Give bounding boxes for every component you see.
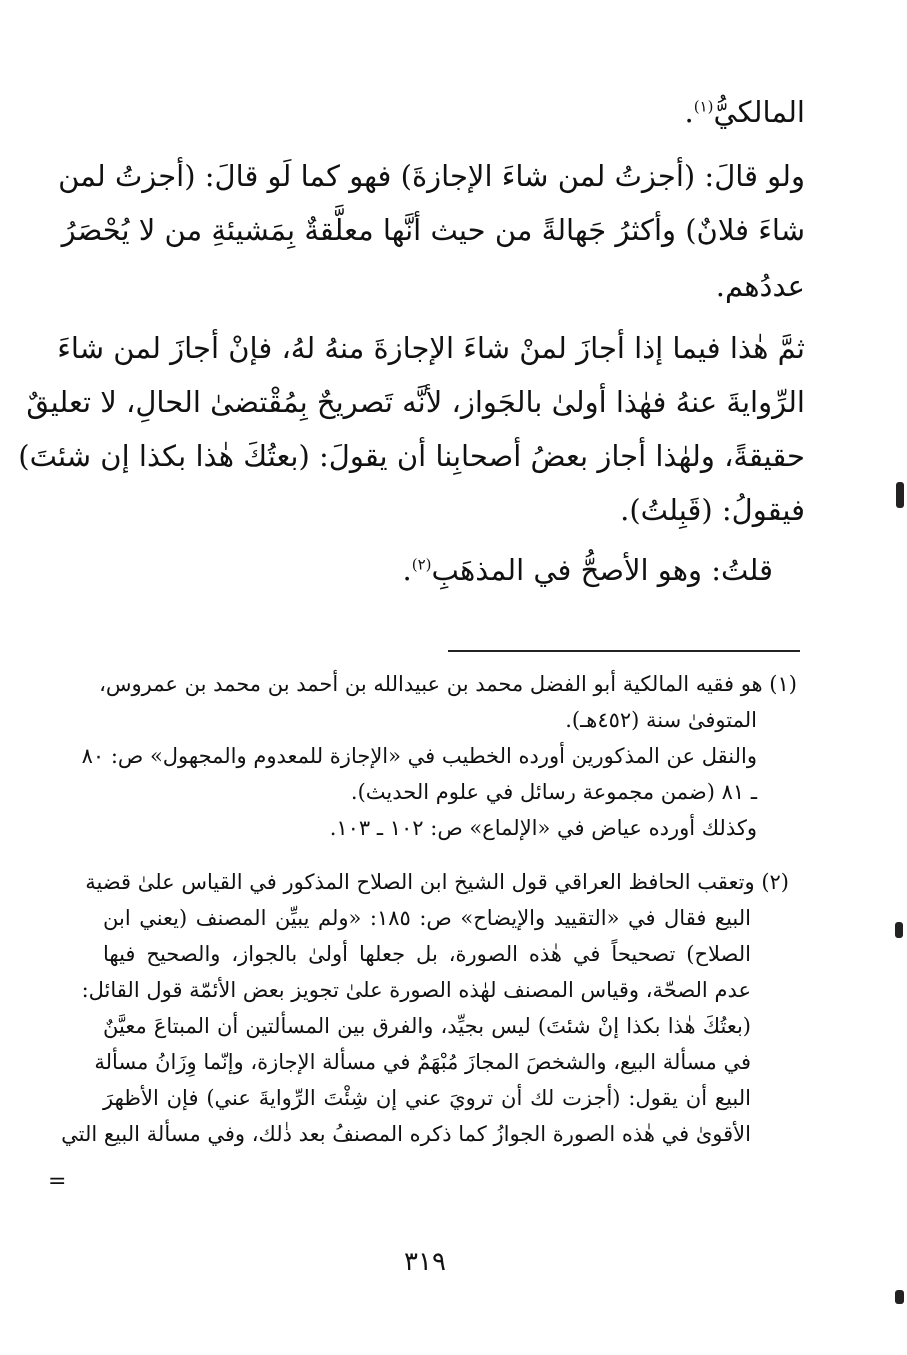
footnote-2-line-6: في مسألة البيع، والشخصَ المجازَ مُبْهَمٌ في مسألة الإجازة، وإنّما وِزَانُ مسألة [94, 1050, 751, 1074]
footnote-1-line-4: ـ ٨١ (ضمن مجموعة رسائل في علوم الحديث). [350, 780, 757, 804]
body-line-6: الرِّوايةَ عنهُ فهٰذا أولىٰ بالجَواز، لأنَّه تَصريحٌ بِمُقْتضىٰ الحالِ، لا تعليقٌ [26, 385, 805, 419]
footnote-2-line-5: (بعتُكَ هٰذا بكذا إنْ شئتَ) ليس بجيِّد، والفرق بين المسألتين أن المبتاعَ معيَّنٌ [103, 1014, 751, 1038]
footnote-1-line-2: المتوفىٰ سنة (٤٥٢هـ). [565, 708, 757, 732]
body-line-1 [105, 90, 805, 134]
scan-edge-mark [895, 1290, 904, 1304]
scan-edge-mark [895, 922, 903, 938]
body-line-8: فيقولُ: (قَبِلتُ). [620, 493, 805, 527]
body-line-5: ثمَّ هٰذا فيما إذا أجازَ لمنْ شاءَ الإجازةَ منهُ لهُ، فإنْ أجازَ لمن شاءَ [57, 331, 805, 365]
footnote-2-line-4: عدم الصحّة، وقياس المصنف لهٰذه الصورة علىٰ تجويز بعض الأئمّة قول القائل: [81, 978, 751, 1002]
footnote-2-line-1: (٢) وتعقب الحافظ العراقي قول الشيخ ابن الصلاح المذكور في القياس علىٰ قضية [85, 870, 789, 894]
footnote-1-line-3: والنقل عن المذكورين أورده الخطيب في «الإجازة للمعدوم والمجهول» ص: ٨٠ [81, 744, 757, 768]
punctuation: . [684, 95, 694, 129]
footnote-1-line-5: وكذلك أورده عياض في «الإلماع» ص: ١٠٢ ـ ١٠٣. [329, 816, 757, 840]
footnote-1-line-1: (١) هو فقيه المالكية أبو الفضل محمد بن عبيدالله بن أحمد بن محمد بن عمروس، [99, 672, 797, 696]
body-text: قلتُ: وهو الأصحُّ في المذهَبِ [431, 553, 773, 587]
body-text: المالكيُّ [713, 95, 805, 129]
punctuation: . [402, 553, 412, 587]
body-line-2: ولو قالَ: (أجزتُ لمن شاءَ الإجازةَ) فهو كما لَو قالَ: (أجزتُ لمن [58, 159, 805, 193]
footnote-2-line-2: البيع فقال في «التقييد والإيضاح» ص: ١٨٥: «ولم يبيِّن المصنف (يعني ابن [103, 906, 751, 930]
footnote-2-line-7: البيع أن يقول: (أجزت لك أن ترويَ عني إن شِئْتَ الرِّوايةَ عني) فإن الأظهرَ [103, 1086, 751, 1110]
body-line-3: شاءَ فلانٌ) وأكثرُ جَهالةً من حيث أنَّها معلَّقةٌ بِمَشيئةِ من لا يُحْصَرُ [61, 213, 805, 247]
page-number: ٣١٩ [404, 1247, 446, 1277]
footnote-ref-2[interactable]: (٢) [411, 555, 432, 574]
body-line-4: عددُهم. [715, 269, 805, 303]
footnote-separator [448, 650, 800, 652]
footnote-ref-1[interactable]: (١) [693, 97, 714, 116]
scan-edge-mark [896, 482, 904, 508]
footnote-2-line-8: الأقوىٰ في هٰذه الصورة الجوازُ كما ذكره المصنفُ بعد ذٰلك، وفي مسألة البيع التي [61, 1122, 751, 1146]
footnote-2-line-3: الصلاح) تصحيحاً في هٰذه الصورة، بل جعلها أولىٰ بالجواز، والصحيح فيها [103, 942, 751, 966]
body-line-7: حقيقةً، ولهٰذا أجاز بعضُ أصحابِنا أن يقولَ: (بعتُكَ هٰذا بكذا إن شئتَ) [18, 439, 805, 473]
body-line-9 [113, 548, 773, 592]
continuation-mark: = [48, 1169, 67, 1194]
